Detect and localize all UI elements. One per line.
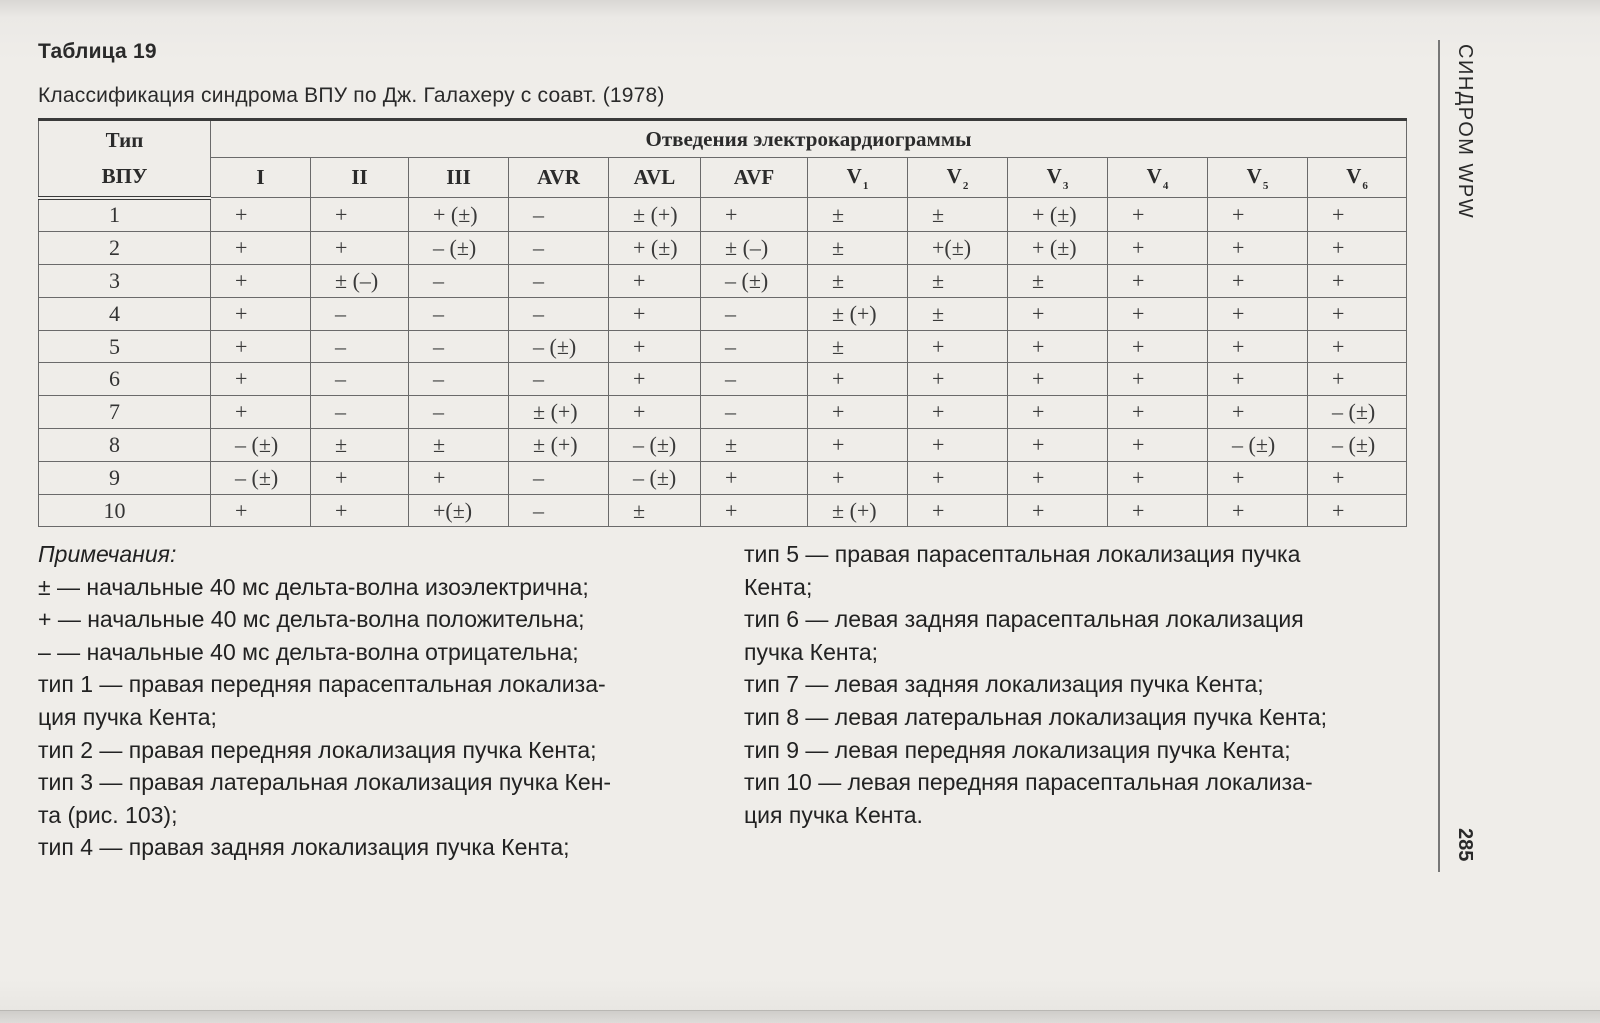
table-cell: + — [1308, 494, 1407, 527]
lead-subscript: 4 — [1162, 179, 1169, 192]
table-caption: Классификация синдрома ВПУ по Дж. Галахеру с соавт. (1978) — [38, 84, 665, 107]
table-cell: + — [1108, 396, 1208, 429]
table-cell: – — [311, 330, 409, 363]
note-line: тип 9 — левая передняя локализация пучка Кента; — [744, 736, 1291, 763]
table-cell: + — [1208, 330, 1308, 363]
note-line: тип 6 — левая задняя парасептальная локализация — [744, 606, 1304, 633]
note-line: тип 8 — левая латеральная локализация пучка Кента; — [744, 703, 1328, 730]
type-header-line2: ВПУ — [101, 164, 148, 189]
lead-name: V — [1046, 163, 1062, 188]
table-cell: ± (+) — [509, 429, 609, 462]
table-cell: + — [1108, 265, 1208, 298]
table-cell: + — [1108, 494, 1208, 527]
table-cell: + — [1008, 363, 1108, 396]
table-cell: + — [908, 396, 1008, 429]
table-cell: + — [211, 265, 311, 298]
type-number-cell: 9 — [39, 461, 211, 494]
table-cell: – (±) — [409, 232, 509, 265]
table-row — [39, 494, 1407, 527]
table-cell: +(±) — [409, 494, 509, 527]
lead-subscript: 3 — [1062, 179, 1069, 192]
table-cell: + — [1208, 461, 1308, 494]
table-cell: + — [808, 396, 908, 429]
lead-name: V — [1346, 163, 1362, 188]
table-cell: + — [1308, 461, 1407, 494]
table-cell: + — [1208, 198, 1308, 232]
lead-name: V — [846, 163, 862, 188]
table-cell: ± (+) — [609, 198, 701, 232]
note-line: ция пучка Кента. — [744, 801, 923, 828]
lead-header — [1108, 158, 1208, 198]
note-line: ± — начальные 40 мс дельта-волна изоэлектрична; — [38, 573, 589, 600]
table-cell: + — [609, 297, 701, 330]
table-cell: + — [311, 461, 409, 494]
type-number-cell: 10 — [39, 494, 211, 527]
lead-name: AVR — [537, 165, 580, 189]
type-number-cell: 1 — [39, 198, 211, 232]
note-line: ция пучка Кента; — [38, 703, 217, 730]
table-cell: + — [609, 396, 701, 429]
table-cell: + (±) — [1008, 198, 1108, 232]
table-cell: – — [509, 494, 609, 527]
note-line: пучка Кента; — [744, 638, 879, 665]
table-cell: – — [509, 461, 609, 494]
lead-header — [808, 158, 908, 198]
table-cell: + — [1308, 297, 1407, 330]
note-line: – — начальные 40 мс дельта-волна отрицательна; — [38, 638, 579, 665]
lead-name: III — [446, 165, 471, 189]
table-cell: – — [409, 330, 509, 363]
type-number-cell: 6 — [39, 363, 211, 396]
table-cell: ± — [808, 232, 908, 265]
table-cell: ± — [808, 198, 908, 232]
note-line: тип 1 — правая передняя парасептальная локализа- — [38, 671, 606, 698]
table-cell: – — [311, 363, 409, 396]
table-cell: + — [1308, 330, 1407, 363]
table-cell: + — [701, 198, 808, 232]
table-cell: – (±) — [1308, 396, 1407, 429]
table-cell: + — [1008, 396, 1108, 429]
table-cell: ± — [1008, 265, 1108, 298]
table-cell: – (±) — [609, 461, 701, 494]
table-cell: + — [1008, 297, 1108, 330]
table-cell: + — [1108, 232, 1208, 265]
lead-header — [1008, 158, 1108, 198]
table-cell: + — [1108, 429, 1208, 462]
note-line: та (рис. 103); — [38, 801, 178, 828]
table-cell: ± — [808, 265, 908, 298]
notes-right-lines — [744, 538, 1424, 831]
table-cell: ± — [808, 330, 908, 363]
table-cell: – — [509, 363, 609, 396]
table-cell: + (±) — [609, 232, 701, 265]
table-number: Таблица 19 — [38, 40, 157, 63]
lead-header — [609, 158, 701, 198]
table-cell: + — [908, 461, 1008, 494]
note-line: тип 4 — правая задняя локализация пучка Кента; — [38, 834, 570, 861]
type-column-header — [39, 120, 211, 198]
table-cell: + — [409, 461, 509, 494]
leads-group-header: Отведения электрокардиограммы — [211, 120, 1407, 158]
table-row — [39, 330, 1407, 363]
table-cell: + — [908, 429, 1008, 462]
table-cell: + (±) — [1008, 232, 1108, 265]
table-cell: ± (–) — [311, 265, 409, 298]
table-cell: + — [609, 265, 701, 298]
table-cell: + — [1108, 363, 1208, 396]
lead-name: II — [351, 165, 368, 189]
table-cell: + — [908, 363, 1008, 396]
table-cell: – — [509, 198, 609, 232]
lead-header — [701, 158, 808, 198]
lead-name: V — [1146, 163, 1162, 188]
lead-name: V — [1246, 163, 1262, 188]
type-number-cell: 3 — [39, 265, 211, 298]
lead-header — [908, 158, 1008, 198]
table-cell: + — [1208, 494, 1308, 527]
table-cell: + — [1008, 429, 1108, 462]
table-cell: + — [908, 494, 1008, 527]
table-row — [39, 297, 1407, 330]
table-body — [39, 198, 1407, 527]
type-number-cell: 2 — [39, 232, 211, 265]
table-cell: ± (–) — [701, 232, 808, 265]
table-cell: + — [311, 198, 409, 232]
lead-name: I — [256, 165, 265, 189]
table-cell: + — [1108, 198, 1208, 232]
table-cell: + — [1308, 363, 1407, 396]
table-cell: + — [1208, 265, 1308, 298]
table-cell: + — [211, 494, 311, 527]
page-bottom-edge — [0, 1010, 1600, 1023]
lead-subscript: 2 — [962, 179, 969, 192]
lead-header — [1208, 158, 1308, 198]
lead-name: AVF — [733, 165, 775, 189]
type-header-line1: Тип — [105, 128, 144, 153]
table-cell: – (±) — [509, 330, 609, 363]
table-cell: + — [1308, 265, 1407, 298]
table-cell: + — [211, 396, 311, 429]
table-cell: – — [701, 297, 808, 330]
table-row — [39, 461, 1407, 494]
table-cell: – (±) — [609, 429, 701, 462]
table-cell: ± — [311, 429, 409, 462]
note-line: тип 7 — левая задняя локализация пучка Кента; — [744, 671, 1264, 698]
lead-header — [409, 158, 509, 198]
ecg-classification-table — [38, 118, 1407, 527]
table-cell: + — [211, 232, 311, 265]
table-cell: – — [701, 330, 808, 363]
lead-header — [211, 158, 311, 198]
table-cell: – — [409, 396, 509, 429]
table-cell: + — [1108, 330, 1208, 363]
table-cell: ± — [409, 429, 509, 462]
table-cell: + — [211, 330, 311, 363]
lead-name: V — [946, 163, 962, 188]
table-row — [39, 429, 1407, 462]
table-cell: – (±) — [701, 265, 808, 298]
notes-left-column — [38, 538, 718, 864]
table-cell: – (±) — [211, 429, 311, 462]
table-cell: + — [211, 363, 311, 396]
lead-subscript: 6 — [1362, 179, 1368, 192]
page-number: 285 — [1454, 828, 1476, 862]
table-cell: + — [1308, 232, 1407, 265]
note-line: тип 2 — правая передняя локализация пучка Кента; — [38, 736, 597, 763]
table-cell: ± — [908, 265, 1008, 298]
lead-name: AVL — [633, 165, 676, 189]
notes-right-column — [744, 538, 1424, 831]
type-number-cell: 4 — [39, 297, 211, 330]
table-cell: – — [701, 363, 808, 396]
table-cell: + — [1108, 297, 1208, 330]
table-cell: + — [1008, 494, 1108, 527]
note-line: Кента; — [744, 573, 813, 600]
table-cell: – — [409, 297, 509, 330]
lead-subscript: 1 — [862, 179, 869, 192]
table-cell: + (±) — [409, 198, 509, 232]
running-head: СИНДРОМ WPW — [1454, 44, 1476, 220]
table-cell: – (±) — [211, 461, 311, 494]
table-row — [39, 396, 1407, 429]
table-cell: + — [1208, 232, 1308, 265]
note-line: + — начальные 40 мс дельта-волна положительна; — [38, 606, 585, 633]
table-cell: + — [1008, 330, 1108, 363]
table-cell: – — [509, 297, 609, 330]
table-cell: – — [311, 396, 409, 429]
table-cell: – — [311, 297, 409, 330]
table-cell: + — [808, 461, 908, 494]
table-cell: + — [808, 363, 908, 396]
table-cell: – — [409, 265, 509, 298]
table-cell: + — [1308, 198, 1407, 232]
table-row — [39, 363, 1407, 396]
type-number-cell: 5 — [39, 330, 211, 363]
table-cell: ± — [908, 198, 1008, 232]
table-row — [39, 232, 1407, 265]
table-cell: ± — [908, 297, 1008, 330]
table-cell: + — [808, 429, 908, 462]
table-cell: + — [908, 330, 1008, 363]
table-cell: + — [1208, 297, 1308, 330]
table-cell: ± (+) — [509, 396, 609, 429]
table-cell: + — [1208, 363, 1308, 396]
table-cell: + — [1108, 461, 1208, 494]
type-number-cell: 8 — [39, 429, 211, 462]
lead-header — [311, 158, 409, 198]
table-cell: – — [409, 363, 509, 396]
table-cell: – — [509, 232, 609, 265]
lead-subscript: 5 — [1262, 179, 1269, 192]
table-cell: ± (+) — [808, 494, 908, 527]
table-cell: + — [701, 494, 808, 527]
table-cell: + — [701, 461, 808, 494]
lead-header — [509, 158, 609, 198]
margin-rule — [1438, 40, 1440, 872]
notes-left-lines — [38, 571, 718, 864]
table-cell: + — [211, 198, 311, 232]
table-row — [39, 198, 1407, 232]
lead-header-row — [39, 158, 1407, 198]
table-cell: + — [311, 494, 409, 527]
table-row — [39, 265, 1407, 298]
table-cell: ± (+) — [808, 297, 908, 330]
note-line: тип 3 — правая латеральная локализация пучка Кен- — [38, 769, 612, 796]
table-cell: + — [609, 330, 701, 363]
table-cell: + — [311, 232, 409, 265]
table-cell: + — [609, 363, 701, 396]
type-number-cell: 7 — [39, 396, 211, 429]
table-cell: ± — [609, 494, 701, 527]
note-line: тип 5 — правая парасептальная локализация пучка — [744, 541, 1301, 567]
table-cell: – (±) — [1208, 429, 1308, 462]
notes-heading: Примечания: — [38, 541, 177, 567]
table-cell: – (±) — [1308, 429, 1407, 462]
table-cell: ± — [701, 429, 808, 462]
table-cell: + — [1008, 461, 1108, 494]
table-cell: – — [509, 265, 609, 298]
note-line: тип 10 — левая передняя парасептальная локализа- — [744, 769, 1313, 796]
table-cell: + — [1208, 396, 1308, 429]
table-cell: + — [211, 297, 311, 330]
lead-header — [1308, 158, 1407, 198]
table-cell: – — [701, 396, 808, 429]
table-cell: +(±) — [908, 232, 1008, 265]
